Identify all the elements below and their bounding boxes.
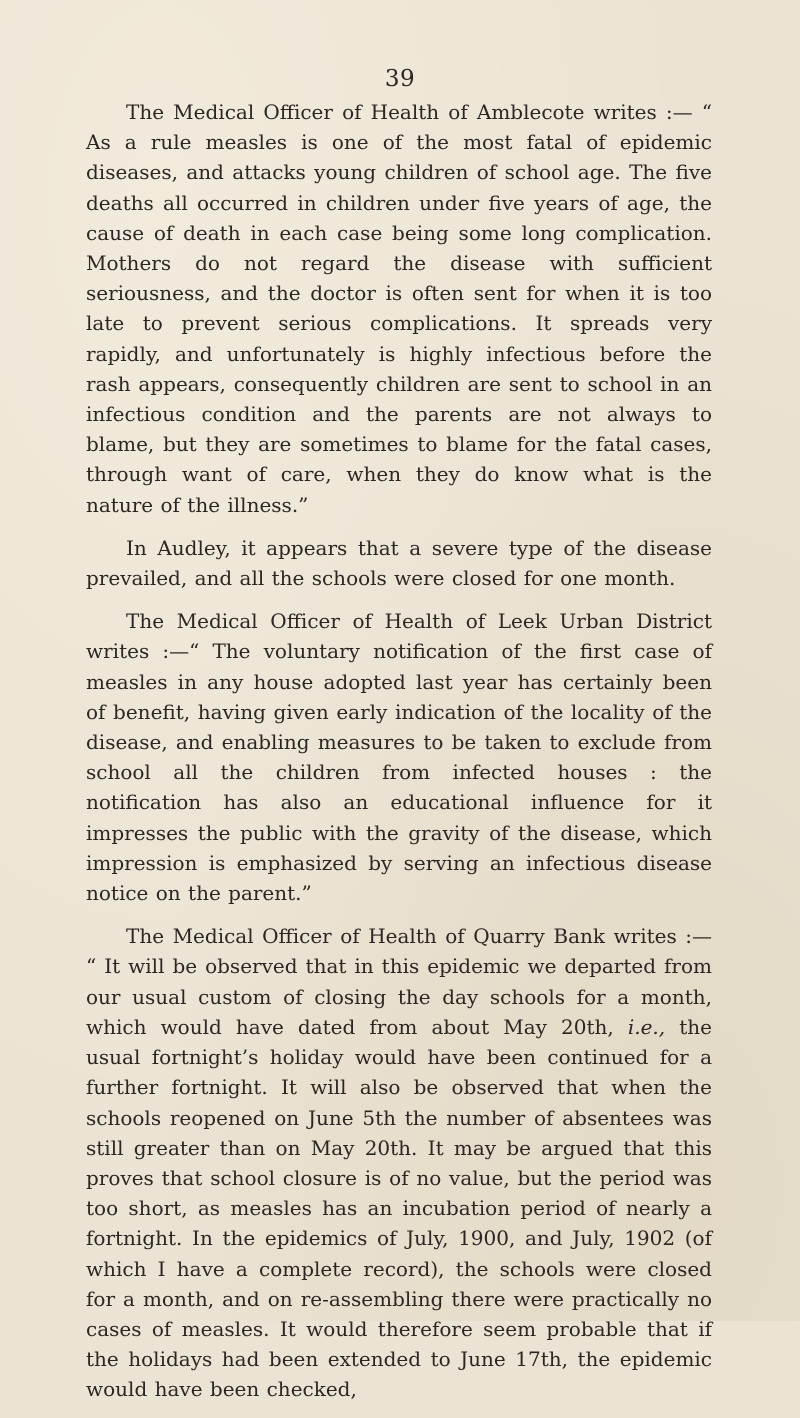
paragraph-leek: The Medical Officer of Health of Leek Urban District writes :—“ The voluntary notification of the first case of measles in any house adopted last year has certainly been of benefit, having given early indication of the locality of the disease, and enabling measures to be taken to exclude from school all the children from infected houses : the notification has also an educational influence for it impresses the public with the gravity of the disease, which impression is emphasized by serving an infectious disease notice on the parent.” <box>86 609 712 906</box>
paragraph-amblecote: The Medical Officer of Health of Amblecote writes :— “ As a rule measles is one of the most fatal of epidemic diseases, and attacks young children of school age. The five deaths all occurred in children under five years of age, the cause of death in each case being some long complication. Mothers do not regard the disease with sufficient seriousness, and the doctor is often sent for when it is too late to prevent serious complications. It spreads very rapidly, and unfortunately is highly infectious before the rash appears, consequently children are sent to school in an infectious condition and the parents are not always to blame, but they are sometimes to blame for the fatal cases, through want of care, when they do know what is the nature of the illness.” <box>86 100 712 517</box>
paragraph-quarry-bank-italic: i.e., <box>627 1014 666 1039</box>
page-number: 39 <box>384 66 416 92</box>
paragraph-quarry-bank <box>86 921 712 1404</box>
body-text <box>86 97 712 1418</box>
paragraph-quarry-bank-text-before: The Medical Officer of Health of Quarry Bank writes :— “ It will be observed that in this epidemic we departed from our usual custom of closing the day schools for a month, which would have dated from about May 20th, <box>86 924 712 1039</box>
paragraph-quarry-bank-text-after: the usual fortnight’s holiday would have been continued for a further fortnight. It will also be observed that when the schools reopened on June 5th the number of absentees was still greater than on May 20th. It may be argued that this proves that school closure is of no value, but the period was too short, as measles has an incubation period of nearly a fortnight. In the epidemics of July, 1900, and July, 1902 (of which I have a complete record), the schools were closed for a month, and on re-assembling there were practically no cases of measles. It would therefore seem probable that if the holidays had been extended to June 17th, the epidemic would have been checked, <box>86 1014 712 1402</box>
paragraph-audley: In Audley, it appears that a severe type of the disease prevailed, and all the schools were closed for one month. <box>86 535 712 591</box>
